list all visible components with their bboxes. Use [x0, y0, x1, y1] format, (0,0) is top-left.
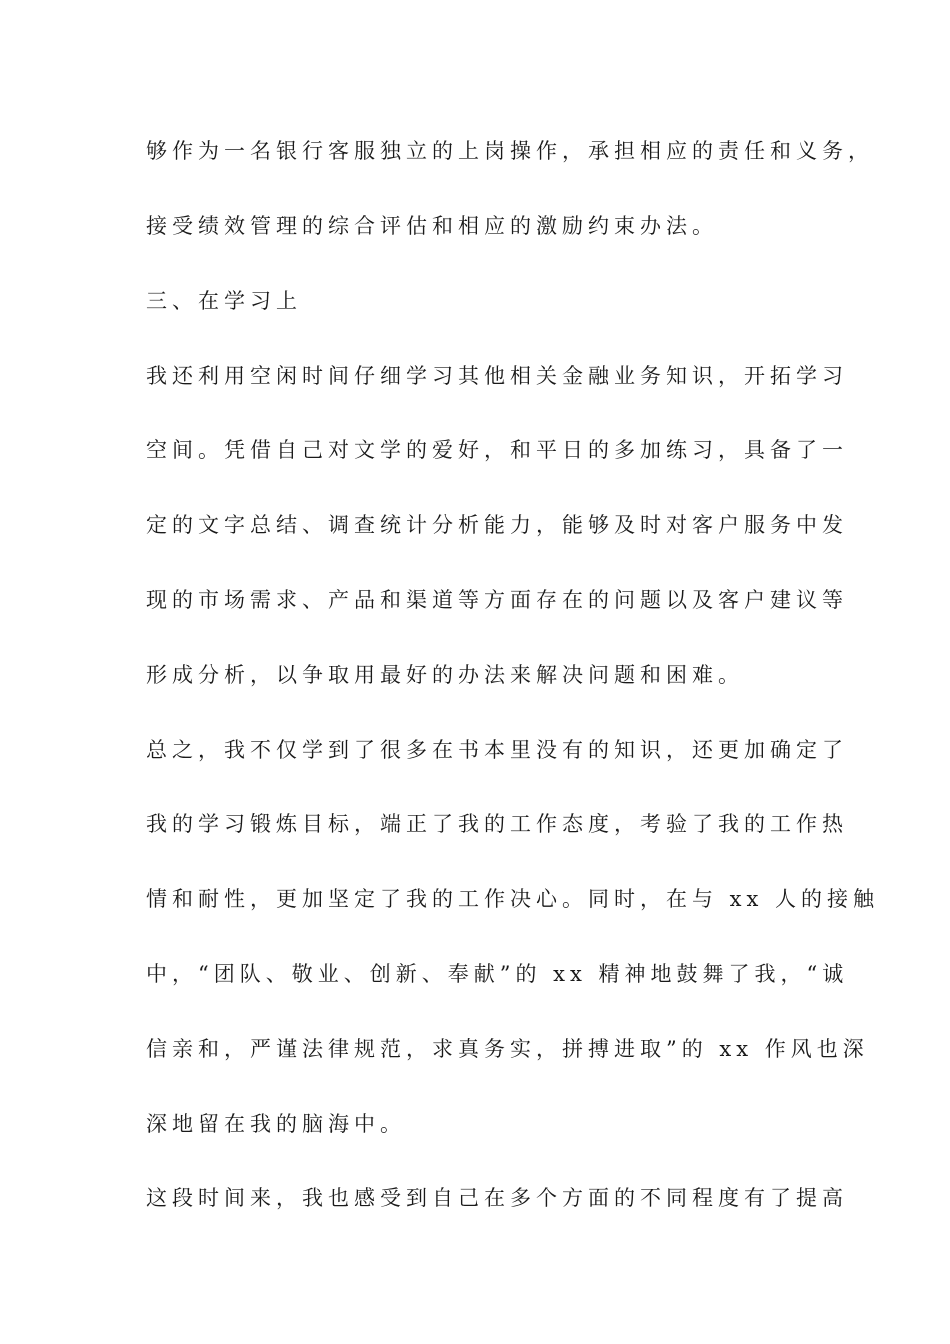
text-line-5: 空间。凭借自己对文学的爱好，和平日的多加练习，具备了一 — [146, 438, 848, 462]
text-line-7: 现的市场需求、产品和渠道等方面存在的问题以及客户建议等 — [146, 588, 848, 612]
text-line-14: 深地留在我的脑海中。 — [146, 1112, 406, 1136]
text-line-12: 中，“团队、敬业、创新、奉献”的 xx 精神地鼓舞了我，“诚 — [146, 962, 849, 986]
text-line-8: 形成分析，以争取用最好的办法来解决问题和困难。 — [146, 663, 744, 687]
text-line-11: 情和耐性，更加坚定了我的工作决心。同时，在与 xx 人的接触 — [146, 887, 880, 911]
text-line-4: 我还利用空闲时间仔细学习其他相关金融业务知识，开拓学习 — [146, 364, 848, 388]
text-line-15: 这段时间来，我也感受到自己在多个方面的不同程度有了提高 — [146, 1186, 848, 1210]
section-heading: 三、在学习上 — [146, 289, 302, 313]
text-line-2: 接受绩效管理的综合评估和相应的激励约束办法。 — [146, 214, 718, 238]
text-line-13: 信亲和，严谨法律规范，求真务实，拼搏进取”的 xx 作风也深 — [146, 1037, 869, 1061]
text-line-10: 我的学习锻炼目标，端正了我的工作态度，考验了我的工作热 — [146, 812, 848, 836]
text-line-9: 总之，我不仅学到了很多在书本里没有的知识，还更加确定了 — [146, 738, 848, 762]
text-line-1: 够作为一名银行客服独立的上岗操作，承担相应的责任和义务， — [146, 139, 874, 163]
text-line-6: 定的文字总结、调查统计分析能力，能够及时对客户服务中发 — [146, 513, 848, 537]
